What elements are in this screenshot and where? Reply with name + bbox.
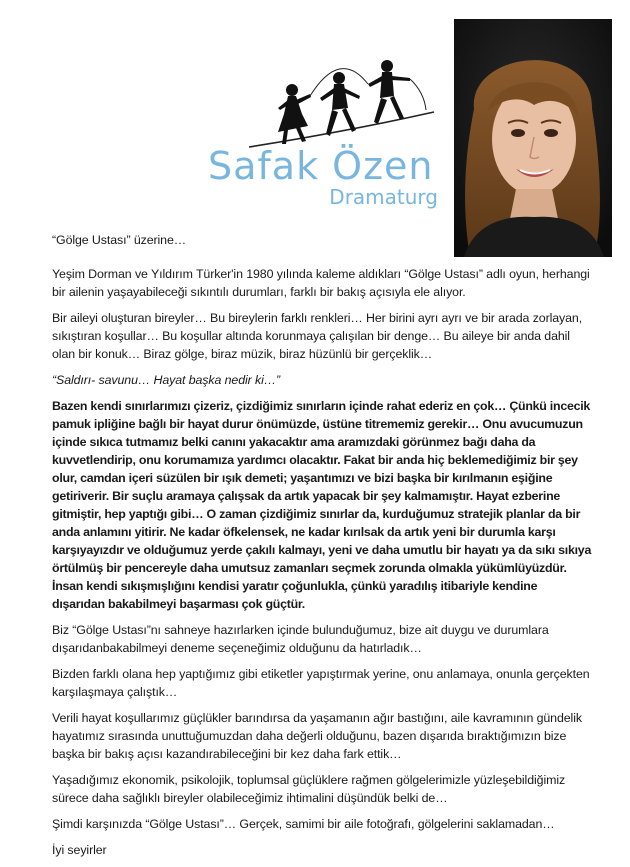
paragraph-2: Bir aileyi oluşturan bireyler… Bu bireylerin farklı renkleri… Her birini ayrı ayrı ve bir arada zorlayan, sıkıştıran koşullar… Bu koşullar altında korunmaya çalışılan bir denge… Bu aileye bir anda dahil olan bir konuk… Biraz gölge, biraz müzik, biraz hüzünlü bir gerçeklik… <box>52 311 583 361</box>
paragraph-8: Şimdi karşınızda “Gölge Ustası”… Gerçek, samimi bir aile fotoğrafı, gölgelerini saklamadan… <box>52 817 555 831</box>
paragraph-5: Bizden farklı olana hep yaptığımız gibi etiketler yapıştırmak yerine, onu anlamaya, onunla gerçekten karşılaşmaya çalıştık… <box>52 667 590 699</box>
paragraph-3: Bazen kendi sınırlarımızı çizeriz, çizdiğimiz sınırların içinde rahat ederiz en çok… Çünkü incecik pamuk ipliğine bağlı bir hayat durur önümüzde, üstüne titrememiz gerekir… Onu avucumuzun içinde sıkıca tutmamız belki canını yakacaktır ama aramızdaki görünmez bağı daha da kuvvetlendirip, onu korumamıza yardımcı olacaktır. Fakat bir anda hiç beklemediğimiz bir şey olur, camdan içeri süzülen bir ışık demeti; yaşantımızı ve bizi başka bir kırılmanın eşiğine getiriverir. Bir suçlu aramaya çalışsak da artık yapacak bir şey kalmamıştır. Hayat ezberine gitmiştir, hep yaptığı gibi… O zaman çizdiğimiz sınırlar da, kurduğumuz stratejik planlar da bir anda anlamını yitirir. Ne kadar öfkelensek, ne kadar kırılsak da artık yeni bir durumla karşı karşıyayızdır ve olduğumuz yerde çakılı kalmayı, yeni ve daha umutlu bir hayatı ya da sıkı sıkıya örtülmüş bir pencereyle daha umutsuz zamanları seçmek zorunda olmakla yükümlüyüzdür. İnsan kendi sıkışmışlığını kendisi yaratır çoğunlukla, çünkü yaradılış itibariyle kendine dışarıdan bakabilmeyi başarması çok güçtür. <box>52 399 592 611</box>
paragraph-6: Verili hayat koşullarımız güçlükler barındırsa da yaşamanın ağır bastığını, aile kavramının gündelik hayatımız sırasında unuttuğumuzdan daha değerli olduğunu, bazen dışarıda bıraktığımızın bize başka bir bakış açısı kazandırabileceğini bir kez daha fark ettik… <box>52 711 582 761</box>
closing-line: İyi seyirler <box>52 843 107 857</box>
paragraph-1: Yeşim Dorman ve Yıldırım Türker'in 1980 yılında kaleme aldıkları “Gölge Ustası” adlı oyun, herhangi bir ailenin yaşayabileceği sıkıntılı durumları, farklı bir bakış açısıyla ele alıyor. <box>52 267 590 299</box>
quote: “Saldırı- savunu… Hayat başka nedir ki…” <box>52 373 281 387</box>
article-body <box>52 231 592 867</box>
woman-portrait-photo <box>454 19 612 257</box>
brand-name: Safak Özen <box>208 144 434 188</box>
paragraph-4: Biz “Gölge Ustası”nı sahneye hazırlarken içinde bulunduğumuz, bize ait duygu ve durumlara dışarıdanbakabilmeyi deneme seçeneğimiz olduğunu da hatırladık… <box>52 623 549 655</box>
article-title: “Gölge Ustası” üzerine… <box>52 233 187 247</box>
paragraph-7: Yaşadığımız ekonomik, psikolojik, toplumsal güçlüklere rağmen gölgelerimizle yüzleşebildiğimiz sürece daha sağlıklı bireyler olabileceğimiz ihtimalini düşündük belki de… <box>52 773 566 805</box>
brand-role: Dramaturg <box>329 185 438 209</box>
